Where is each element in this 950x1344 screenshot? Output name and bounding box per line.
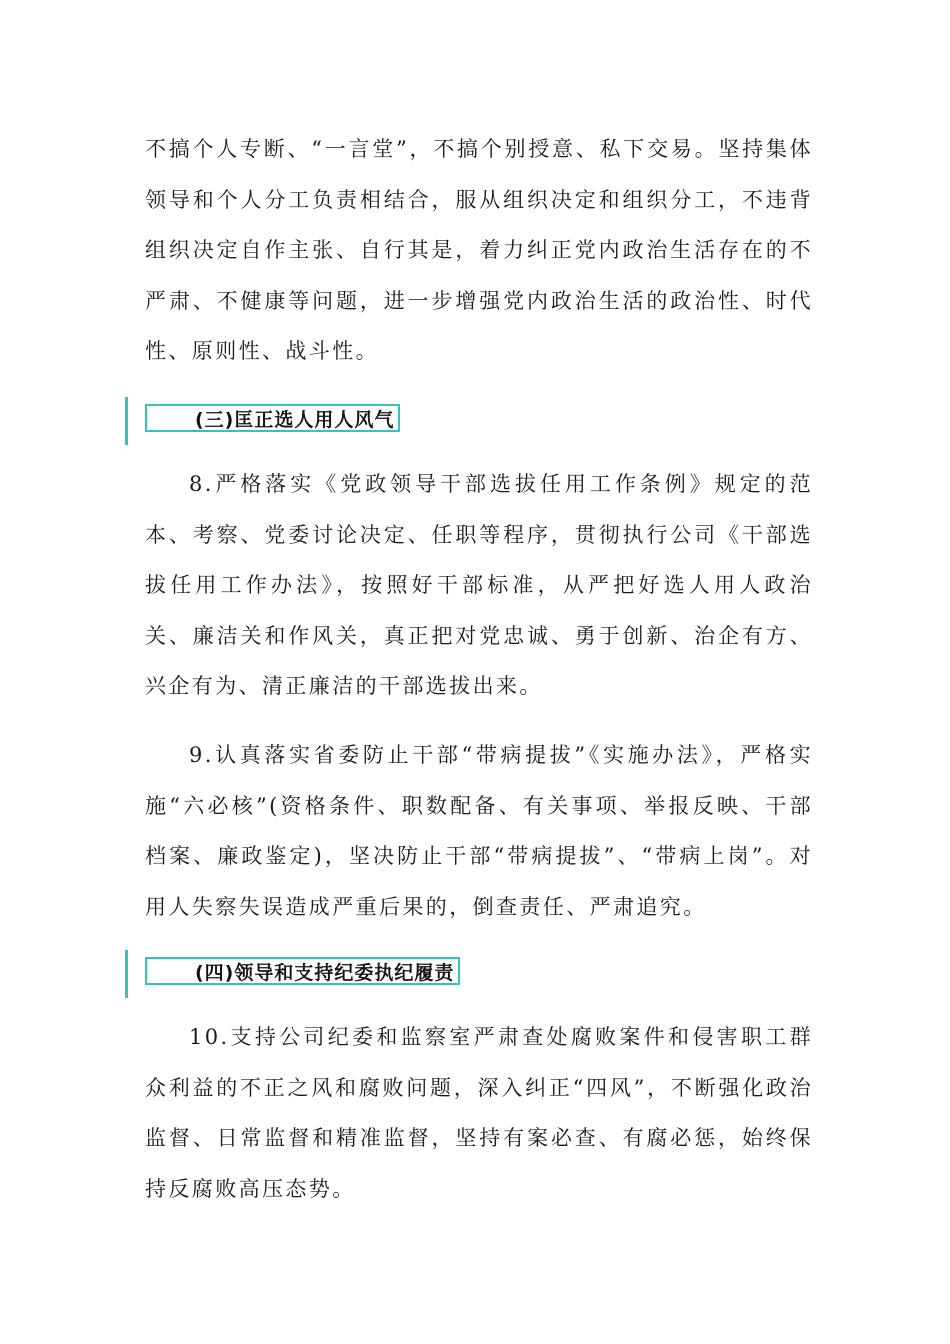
heading-box bbox=[145, 957, 460, 985]
paragraph-10: 10.支持公司纪委和监察室严肃查处腐败案件和侵害职工群众利益的不正之风和腐败问题，深入纠正“四风”，不断强化政治监督、日常监督和精准监督，坚持有案必查、有腐必惩，始终保持反腐败高压态势。 bbox=[145, 1025, 813, 1201]
heading-title: (四)领导和支持纪委执纪履责 bbox=[195, 961, 455, 984]
heading-box bbox=[145, 404, 400, 432]
heading-accent-bar bbox=[125, 950, 128, 998]
paragraph-9: 9.认真落实省委防止干部“带病提拔”《实施办法》，严格实施“六必核”(资格条件、职数配备、有关事项、举报反映、干部档案、廉政鉴定)，坚决防止干部“带病提拔”、“带病上岗”。对用人失察失误造成严重后果的，倒查责任、严肃追究。 bbox=[145, 743, 813, 919]
heading-title: (三)匡正选人用人风气 bbox=[195, 408, 395, 431]
paragraph-8: 8.严格落实《党政领导干部选拔任用工作条例》规定的范本、考察、党委讨论决定、任职等程序，贯彻执行公司《干部选拔任用工作办法》，按照好干部标准，从严把好选人用人政治关、廉洁关和作风关，真正把对党忠诚、勇于创新、治企有方、兴企有为、清正廉洁的干部选拔出来。 bbox=[145, 472, 813, 698]
paragraph-intro: 不搞个人专断、“一言堂”，不搞个别授意、私下交易。坚持集体领导和个人分工负责相结合，服从组织决定和组织分工，不违背组织决定自作主张、自行其是，着力纠正党内政治生活存在的不严肃、不健康等问题，进一步增强党内政治生活的政治性、时代性、原则性、战斗性。 bbox=[145, 137, 813, 363]
heading-accent-bar bbox=[125, 397, 128, 445]
